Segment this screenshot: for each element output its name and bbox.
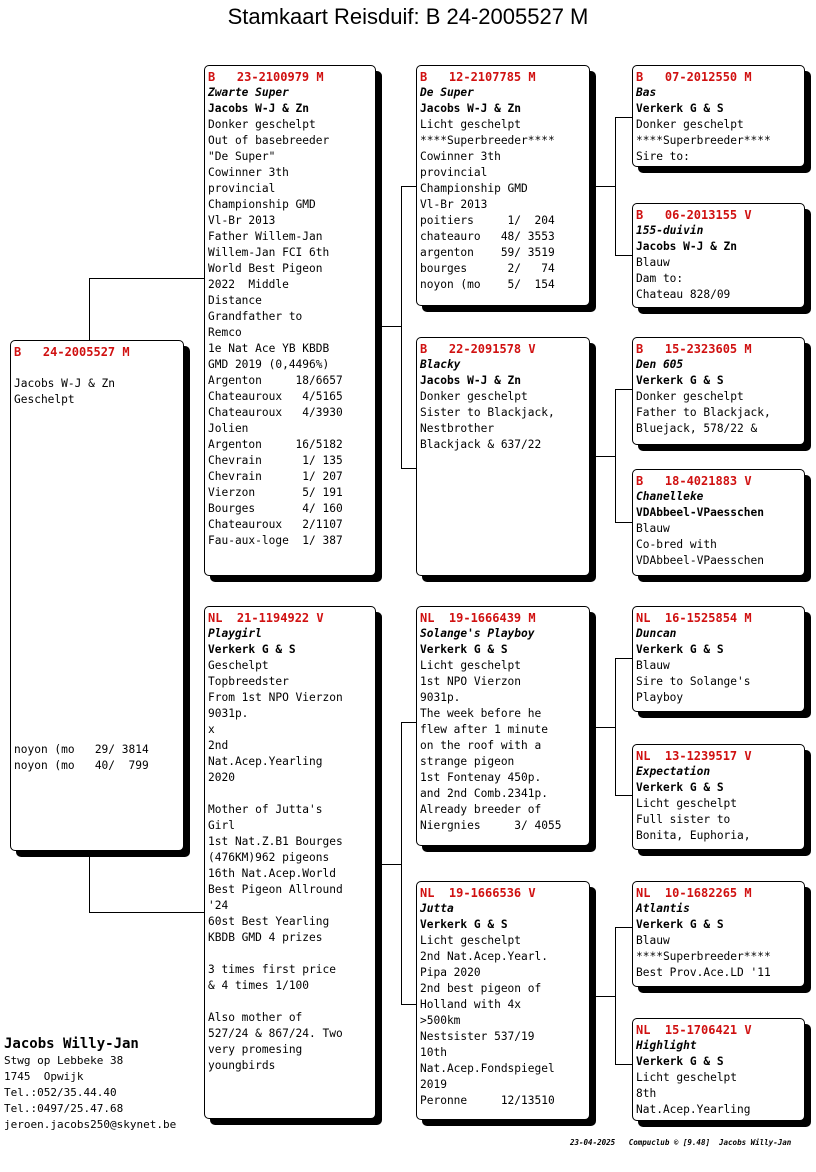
card-line: ****Superbreeder****: [636, 950, 771, 963]
owner-mobile: Tel.:0497/25.47.68: [4, 1102, 124, 1115]
card-line: chateauro 48/ 3553: [420, 230, 555, 243]
pedigree-card-father-mother: [416, 337, 590, 576]
connector: [591, 456, 616, 457]
breeder-name: VDAbbeel-VPaesschen: [636, 506, 764, 519]
card-line: Nat.Acep.Yearling: [636, 1103, 751, 1116]
pigeon-name: Blacky: [420, 358, 461, 371]
card-line: Jolien: [208, 422, 249, 435]
connector: [615, 658, 633, 659]
breeder-name: Jacobs W-J & Zn: [420, 102, 522, 115]
ring-number: NL 13-1239517 V: [636, 749, 752, 763]
card-line: Distance: [208, 294, 262, 307]
pedigree-card-ffm: [632, 203, 805, 308]
pigeon-name: Zwarte Super: [208, 86, 289, 99]
card-line: Niergnies 3/ 4055: [420, 819, 562, 832]
card-line: 1st NPO Vierzon: [420, 675, 522, 688]
card-line: [14, 360, 179, 376]
pigeon-name: Playgirl: [208, 627, 262, 640]
card-line: Donker geschelpt: [636, 390, 744, 403]
pedigree-card-mff: [632, 606, 805, 712]
card-line: 3 times first price: [208, 963, 336, 976]
card-line: Also mother of: [208, 1011, 303, 1024]
card-line: Bourges 4/ 160: [208, 502, 343, 515]
owner-block: [4, 1035, 176, 1133]
card-line: Blackjack & 637/22: [420, 438, 542, 451]
card-line: bourges 2/ 74: [420, 262, 555, 275]
card-line: Remco: [208, 326, 242, 339]
pigeon-name: 155-duivin: [636, 224, 704, 237]
pedigree-card-fff: [632, 65, 805, 167]
card-line: Sire to:: [636, 150, 690, 163]
card-line: 10th: [420, 1046, 447, 1059]
pigeon-name: Expectation: [636, 765, 711, 778]
card-line: Blauw: [636, 256, 670, 269]
card-line: 527/24 & 867/24. Two: [208, 1027, 343, 1040]
breeder-name: Jacobs W-J & Zn: [208, 102, 310, 115]
card-line: Mother of Jutta's: [208, 803, 323, 816]
card-line: Licht geschelpt: [420, 934, 522, 947]
connector: [615, 389, 633, 390]
pedigree-card-father-father: [416, 65, 590, 306]
card-line: on the roof with a: [420, 739, 542, 752]
ring-number: NL 16-1525854 M: [636, 611, 752, 625]
connector: [89, 912, 205, 913]
card-line: Co-bred with: [636, 538, 717, 551]
result-line: noyon (mo 29/ 3814: [14, 743, 149, 756]
ring-number: NL 21-1194922 V: [208, 611, 324, 625]
breeder-name: Verkerk G & S: [636, 918, 724, 931]
card-line: Fau-aux-loge 1/ 387: [208, 534, 343, 547]
card-line: youngbirds: [208, 1059, 276, 1072]
pigeon-name: Den 605: [636, 358, 684, 371]
card-line: Licht geschelpt: [636, 1071, 738, 1084]
connector: [615, 927, 633, 928]
ring-number: B 07-2012550 M: [636, 70, 752, 84]
card-line: Father Willem-Jan: [208, 230, 323, 243]
pedigree-card-mmf: [632, 881, 805, 987]
card-line: Holland with 4x: [420, 998, 522, 1011]
pigeon-name: De Super: [420, 86, 474, 99]
card-line: Chateauroux 4/5165: [208, 390, 343, 403]
card-line: Best Pigeon Allround: [208, 883, 343, 896]
footer-credit: 23-04-2025 Compuclub © [9.48] Jacobs Willy-Jan: [570, 1138, 792, 1147]
card-line: Licht geschelpt: [420, 118, 522, 131]
card-line: ****Superbreeder****: [636, 134, 771, 147]
card-owner: Jacobs W-J & Zn: [14, 377, 116, 390]
card-line: Girl: [208, 819, 235, 832]
breeder-name: Verkerk G & S: [636, 1055, 724, 1068]
card-line: "De Super": [208, 150, 276, 163]
ring-number: NL 15-1706421 V: [636, 1023, 752, 1037]
card-line: Cowinner 3th: [420, 150, 501, 163]
card-line: Out of basebreeder: [208, 134, 330, 147]
card-line: VDAbbeel-VPaesschen: [636, 554, 764, 567]
card-line: 9031p.: [420, 691, 461, 704]
card-line: argenton 59/ 3519: [420, 246, 555, 259]
owner-city: 1745 Opwijk: [4, 1070, 84, 1083]
card-line: Vl-Br 2013: [420, 198, 488, 211]
pigeon-name: Jutta: [420, 902, 454, 915]
breeder-name: Verkerk G & S: [420, 918, 508, 931]
connector: [89, 278, 90, 340]
card-line: Playboy: [636, 691, 684, 704]
card-line: Geschelpt: [208, 659, 269, 672]
card-line: >500km: [420, 1014, 461, 1027]
card-line: 1st Nat.Z.B1 Bourges: [208, 835, 343, 848]
connector: [401, 1004, 417, 1005]
pigeon-name: Atlantis: [636, 902, 690, 915]
card-line: Nat.Acep.Fondspiegel: [420, 1062, 555, 1075]
card-line: World Best Pigeon: [208, 262, 323, 275]
card-line: Blauw: [636, 522, 670, 535]
card-line: Nestsister 537/19: [420, 1030, 535, 1043]
breeder-name: Verkerk G & S: [636, 102, 724, 115]
card-line: Blauw: [636, 659, 670, 672]
card-line: Bluejack, 578/22 &: [636, 422, 758, 435]
connector: [401, 722, 402, 1004]
card-line: Best Prov.Ace.LD '11: [636, 966, 771, 979]
page-title: Stamkaart Reisduif: B 24-2005527 M: [227, 4, 589, 29]
breeder-name: Verkerk G & S: [208, 643, 296, 656]
card-line: Licht geschelpt: [420, 659, 522, 672]
pedigree-card-mother: [204, 606, 376, 1119]
card-line: The week before he: [420, 707, 542, 720]
pigeon-name: Highlight: [636, 1039, 697, 1052]
ring-number: NL 19-1666439 M: [420, 611, 536, 625]
card-line: 2022 Middle: [208, 278, 289, 291]
pigeon-name: Chanelleke: [636, 490, 704, 503]
card-line: Championship GMD: [420, 182, 528, 195]
card-line: Topbreedster: [208, 675, 289, 688]
ring-number: B 12-2107785 M: [420, 70, 536, 84]
card-line: Vl-Br 2013: [208, 214, 276, 227]
card-line: poitiers 1/ 204: [420, 214, 555, 227]
card-line: Cowinner 3th: [208, 166, 289, 179]
card-line: Willem-Jan FCI 6th: [208, 246, 330, 259]
breeder-name: Verkerk G & S: [636, 643, 724, 656]
card-line: Dam to:: [636, 272, 684, 285]
subject-card: [10, 340, 184, 851]
card-line: 2nd Nat.Acep.Yearl.: [420, 950, 548, 963]
pedigree-card-fmf: [632, 337, 805, 445]
card-line: Geschelpt: [14, 393, 75, 406]
card-line: flew after 1 minute: [420, 723, 548, 736]
connector: [376, 326, 402, 327]
card-line: Licht geschelpt: [636, 797, 738, 810]
ring-number: B 06-2013155 V: [636, 208, 752, 222]
card-line: 8th: [636, 1087, 657, 1100]
connector: [401, 468, 417, 469]
card-line: [208, 786, 371, 802]
connector: [591, 186, 616, 187]
card-line: Father to Blackjack,: [636, 406, 771, 419]
card-line: KBDB GMD 4 prizes: [208, 931, 323, 944]
owner-phone: Tel.:052/35.44.40: [4, 1086, 117, 1099]
card-line: Donker geschelpt: [208, 118, 316, 131]
owner-name: Jacobs Willy-Jan: [4, 1036, 139, 1052]
connector: [591, 727, 616, 728]
connector: [401, 722, 417, 723]
card-line: strange pigeon: [420, 755, 515, 768]
connector: [401, 186, 417, 187]
card-line: 16th Nat.Acep.World: [208, 867, 336, 880]
card-line: 2nd: [208, 739, 229, 752]
card-line: From 1st NPO Vierzon: [208, 691, 343, 704]
card-line: Argenton 16/5182: [208, 438, 343, 451]
card-line: (476KM)962 pigeons: [208, 851, 330, 864]
pigeon-name: Solange's Playboy: [420, 627, 535, 640]
connector: [615, 522, 633, 523]
pedigree-card-fmm: [632, 469, 805, 576]
connector: [615, 927, 616, 1064]
pigeon-name: Bas: [636, 86, 657, 99]
card-line: 2020: [208, 771, 235, 784]
card-line: provincial: [208, 182, 276, 195]
connector: [615, 117, 633, 118]
pedigree-card-mmm: [632, 1018, 805, 1121]
card-line: '24: [208, 899, 229, 912]
ring-number: NL 10-1682265 M: [636, 886, 752, 900]
card-line: Nestbrother: [420, 422, 495, 435]
connector: [591, 996, 616, 997]
card-line: Peronne 12/13510: [420, 1094, 555, 1107]
connector: [89, 851, 90, 912]
pedigree-card-mother-father: [416, 606, 590, 846]
card-line: Vierzon 5/ 191: [208, 486, 343, 499]
connector: [89, 278, 205, 279]
owner-address: Stwg op Lebbeke 38: [4, 1054, 124, 1067]
connector: [615, 389, 616, 522]
connector: [615, 1064, 633, 1065]
card-line: Already breeder of: [420, 803, 542, 816]
card-line: and 2nd Comb.2341p.: [420, 787, 548, 800]
card-line: 2019: [420, 1078, 447, 1091]
ring-number: B 18-4021883 V: [636, 474, 752, 488]
connector: [376, 864, 402, 865]
ring-number: NL 19-1666536 V: [420, 886, 536, 900]
card-line: 2nd best pigeon of: [420, 982, 542, 995]
result-line: noyon (mo 40/ 799: [14, 759, 149, 772]
pigeon-name: Duncan: [636, 627, 677, 640]
connector: [615, 795, 633, 796]
card-line: Chateauroux 2/1107: [208, 518, 343, 531]
card-line: Chevrain 1/ 207: [208, 470, 343, 483]
ring-number: B 15-2323605 M: [636, 342, 752, 356]
card-line: Pipa 2020: [420, 966, 481, 979]
card-line: Sister to Blackjack,: [420, 406, 555, 419]
pedigree-card-mfm: [632, 744, 805, 850]
card-line: 1e Nat Ace YB KBDB: [208, 342, 330, 355]
card-line: Championship GMD: [208, 198, 316, 211]
card-line: ****Superbreeder****: [420, 134, 555, 147]
ring-number: B 24-2005527 M: [14, 345, 130, 359]
connector: [615, 255, 633, 256]
card-line: Bonita, Euphoria,: [636, 829, 751, 842]
card-line: x: [208, 723, 215, 736]
connector: [615, 658, 616, 795]
card-line: GMD 2019 (0,4496%): [208, 358, 330, 371]
breeder-name: Verkerk G & S: [636, 781, 724, 794]
card-line: [208, 946, 371, 962]
owner-email: jeroen.jacobs250@skynet.be: [4, 1118, 177, 1131]
card-line: Nat.Acep.Yearling: [208, 755, 323, 768]
card-line: Grandfather to: [208, 310, 303, 323]
connector: [615, 117, 616, 255]
card-line: Donker geschelpt: [420, 390, 528, 403]
card-line: Blauw: [636, 934, 670, 947]
card-line: provincial: [420, 166, 488, 179]
pedigree-card-mother-mother: [416, 881, 590, 1120]
ring-number: B 23-2100979 M: [208, 70, 324, 84]
connector: [401, 186, 402, 468]
ring-number: B 22-2091578 V: [420, 342, 536, 356]
card-line: very promesing: [208, 1043, 303, 1056]
card-line: [208, 994, 371, 1010]
card-line: Full sister to: [636, 813, 731, 826]
card-line: Chateau 828/09: [636, 288, 731, 301]
card-line: 1st Fontenay 450p.: [420, 771, 542, 784]
breeder-name: Jacobs W-J & Zn: [636, 240, 738, 253]
card-line: 9031p.: [208, 707, 249, 720]
breeder-name: Verkerk G & S: [636, 374, 724, 387]
breeder-name: Verkerk G & S: [420, 643, 508, 656]
card-line: & 4 times 1/100: [208, 979, 310, 992]
card-line: Chateauroux 4/3930: [208, 406, 343, 419]
card-line: Donker geschelpt: [636, 118, 744, 131]
card-line: Sire to Solange's: [636, 675, 751, 688]
pedigree-card-father: [204, 65, 376, 576]
card-line: 60st Best Yearling: [208, 915, 330, 928]
card-line: noyon (mo 5/ 154: [420, 278, 555, 291]
card-line: Chevrain 1/ 135: [208, 454, 343, 467]
card-line: Argenton 18/6657: [208, 374, 343, 387]
breeder-name: Jacobs W-J & Zn: [420, 374, 522, 387]
